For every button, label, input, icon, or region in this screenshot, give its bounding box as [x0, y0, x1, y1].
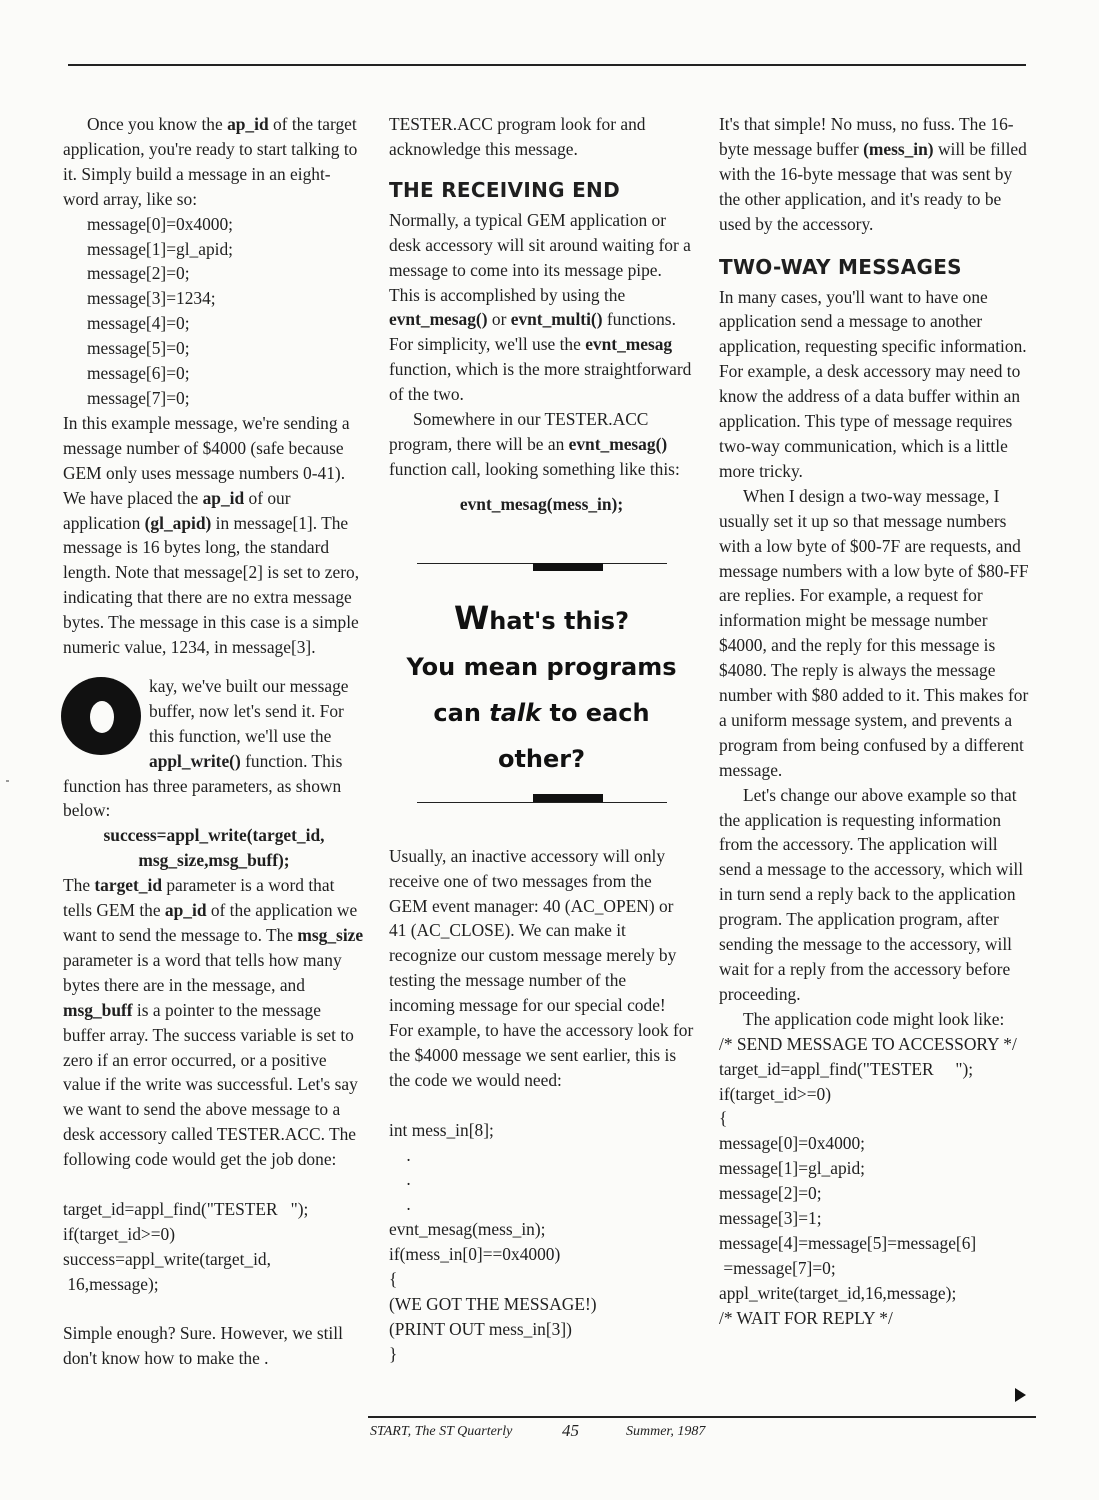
continue-arrow-icon — [1015, 1388, 1026, 1402]
top-rule — [68, 64, 1026, 66]
code-call-line: success=appl_write(target_id, — [103, 825, 325, 846]
dropcap-paragraph — [63, 674, 365, 823]
code-line: message[2]=0; — [719, 1183, 822, 1204]
keyword: ap_id — [164, 900, 207, 921]
code-line: if(target_id>=0) — [63, 1223, 176, 1244]
text: of the target application, you're ready to start talking to it. Simply build a message in an eight-word array, like so: — [63, 114, 358, 209]
code-line: . — [389, 1194, 411, 1215]
footer-magazine: START, The ST Quarterly — [370, 1424, 513, 1439]
paragraph-change-example: Let's change our above example so that the application is requesting information from the accessory. The application will send a message to the accessory, which will in turn send a reply back to the application program. The application program, after sending the message to the accessory, will wait for a reply from the accessory before proceeding. — [719, 784, 1024, 1004]
text: in message[1]. The message is 16 bytes long, the standard length. Note that message[2] is set to zero, indicating that there are no extra message bytes. The message in this case is a simple numeric value, 1234, in message[3]. — [63, 512, 360, 658]
text: kay, we've built our message buffer, now let's send it. For this function, we'll use the — [149, 675, 349, 746]
code-line: { — [389, 1269, 398, 1290]
code-line: =message[7]=0; — [719, 1257, 836, 1278]
text: other? — [497, 744, 586, 773]
code-line: /* WAIT FOR REPLY */ — [719, 1307, 893, 1328]
footer-issue: Summer, 1987 — [626, 1424, 706, 1439]
keyword: evnt_mesag() — [389, 309, 488, 330]
text: of our application — [63, 487, 291, 533]
code-line: if(target_id>=0) — [719, 1083, 832, 1104]
keyword: (mess_in) — [863, 138, 934, 159]
text: functions. For simplicity, we'll use the — [389, 309, 676, 355]
code-line: target_id=appl_find("TESTER "); — [63, 1198, 309, 1219]
code-line: message[3]=1234; — [87, 288, 216, 309]
code-line: int mess_in[8]; — [389, 1119, 494, 1140]
section-heading: THE RECEIVING END — [389, 177, 620, 202]
paragraph-somewhere — [389, 407, 694, 482]
keyword: target_id — [94, 875, 163, 896]
keyword: (gl_apid) — [144, 512, 212, 533]
code-line: success=appl_write(target_id, — [63, 1248, 271, 1269]
code-line: target_id=appl_find("TESTER "); — [719, 1058, 974, 1079]
text: In this example message, we're sending a message number of $4000 (safe because GEM only uses message numbers 0-41). We have placed the — [63, 412, 350, 508]
code-block-send — [63, 1197, 365, 1297]
paragraph-inactive-accessory: Usually, an inactive accessory will only receive one of two messages from the GEM event manager: 40 (AC_OPEN) or 41 (AC_CLOSE). We can make it recognize our custom message merely by testing the message number of the incoming message for our special code! For example, to have the accessory look for the $4000 message we sent earlier, this is the code we would need: — [389, 845, 694, 1090]
keyword: evnt_mesag() — [568, 433, 668, 454]
text: hat's this? — [489, 606, 630, 635]
text: function, which is the more straightforward of the two. — [389, 359, 692, 405]
code-block-two-way — [719, 1032, 1031, 1331]
text: will be filled with the 16-byte message that was sent by the other application, and it's ready to be used by the accessory. — [719, 138, 1027, 234]
code-line: message[7]=0; — [87, 387, 190, 408]
text: of the application we want to send the message to. The — [63, 900, 358, 945]
code-line: message[4]=message[5]=message[6] — [719, 1232, 977, 1253]
code-line: /* SEND MESSAGE TO ACCESSORY */ — [719, 1033, 1017, 1054]
code-line: } — [389, 1343, 398, 1364]
keyword: msg_buff — [63, 999, 133, 1020]
text: is a pointer to the message buffer array. The success variable is set to zero if an error occurred, or a positive value if the write was successful. Let's say we want to send the above message to a desk accessory called TESTER.ACC. The following code would get the job done: — [63, 999, 358, 1170]
page-number: 45 — [562, 1421, 579, 1440]
paragraph-example — [63, 411, 365, 660]
code-line: . — [389, 1169, 411, 1190]
keyword: ap_id — [202, 487, 245, 508]
dropcap-letter-o — [61, 677, 141, 755]
code-line: message[2]=0; — [87, 263, 190, 284]
code-line: message[6]=0; — [87, 363, 190, 384]
code-line: if(mess_in[0]==0x4000) — [389, 1244, 561, 1265]
text: The — [63, 875, 95, 896]
paragraph-continued: TESTER.ACC program look for and acknowledge this message. — [389, 114, 646, 159]
paragraph-two-way: In many cases, you'll want to have one application send a message to another application, requesting specific information. For example, a desk accessory may need to know the address of a data buffer within an application. This type of message requires two-way communication, which is a little more tricky. — [719, 286, 1027, 481]
code-block-message-array — [63, 212, 365, 411]
code-line: 16,message); — [63, 1273, 159, 1294]
code-call-line: evnt_mesag(mess_in); — [459, 493, 624, 514]
pull-quote — [389, 557, 694, 808]
code-line: (WE GOT THE MESSAGE!) — [389, 1293, 597, 1314]
paragraph-intro — [63, 112, 365, 212]
keyword: evnt_multi() — [510, 309, 603, 330]
text: You mean programs — [406, 652, 677, 681]
code-line: message[1]=gl_apid; — [87, 238, 233, 259]
text: It's that simple! No muss, no fuss. The 16-byte message buffer — [719, 114, 1014, 159]
text: Normally, a typical GEM application or desk accessory will sit around waiting for a message to come into its message pipe. This is accomplished by using the — [389, 209, 691, 305]
column-2 — [389, 112, 694, 1367]
text: parameter is a word that tells GEM the — [63, 875, 335, 921]
text: function. This function has three parameters, as shown below: — [63, 750, 343, 821]
code-line: { — [719, 1108, 728, 1129]
text: can — [433, 698, 490, 727]
code-line: message[0]=0x4000; — [87, 213, 234, 234]
paragraph-simple — [719, 112, 1031, 237]
text: or — [487, 309, 511, 330]
keyword: msg_size — [297, 925, 364, 945]
column-1 — [63, 112, 365, 1371]
paragraph-design: When I design a two-way message, I usually set it up so that message numbers with a low byte of $00-7F are requests, and message numbers with a low byte of $80-FF are replies. For example, a request for information might be message number $4000, and the reply for this message is $4080. The reply is always the message number with $80 added to it. This makes for a uniform message system, and prevents a program from being confused by a different message. — [719, 485, 1029, 780]
code-block-receive — [389, 1118, 694, 1367]
paragraph-closing: Simple enough? Sure. However, we still don't know how to make the . — [63, 1323, 343, 1369]
emphasis: talk — [489, 698, 542, 727]
text: function call, looking something like this: — [389, 458, 680, 479]
paragraph-receiving — [389, 208, 694, 407]
text: parameter is a word that tells how many bytes there are in the message, and — [63, 949, 342, 995]
code-line: message[4]=0; — [87, 313, 190, 334]
code-line: (PRINT OUT mess_in[3]) — [389, 1318, 572, 1339]
paragraph-parameters — [63, 873, 365, 1172]
section-heading: TWO-WAY MESSAGES — [719, 254, 962, 279]
code-line: appl_write(target_id,16,message); — [719, 1282, 957, 1303]
pull-initial: W — [453, 598, 490, 637]
code-call-line: msg_size,msg_buff); — [138, 850, 290, 871]
code-line: message[1]=gl_apid; — [719, 1158, 865, 1179]
text: Somewhere in our TESTER.ACC program, there will be an — [389, 409, 649, 454]
column-3 — [719, 112, 1031, 1331]
keyword: evnt_mesag — [585, 334, 673, 355]
text: to each — [541, 698, 650, 727]
pull-quote-rule-top — [417, 557, 667, 569]
keyword: appl_write() — [149, 750, 241, 771]
paragraph-app-code: The application code might look like: — [743, 1008, 1005, 1029]
keyword: ap_id — [227, 114, 269, 134]
pull-quote-text — [389, 595, 694, 782]
code-line: message[0]=0x4000; — [719, 1133, 866, 1154]
footer-rule — [368, 1416, 1036, 1418]
code-line: . — [389, 1144, 411, 1165]
text: Once you know the — [87, 114, 228, 134]
code-line: message[3]=1; — [719, 1208, 822, 1229]
pull-quote-rule-bottom — [417, 796, 667, 808]
margin-mark — [6, 780, 9, 782]
code-line: message[5]=0; — [87, 338, 190, 359]
code-line: evnt_mesag(mess_in); — [389, 1219, 546, 1240]
